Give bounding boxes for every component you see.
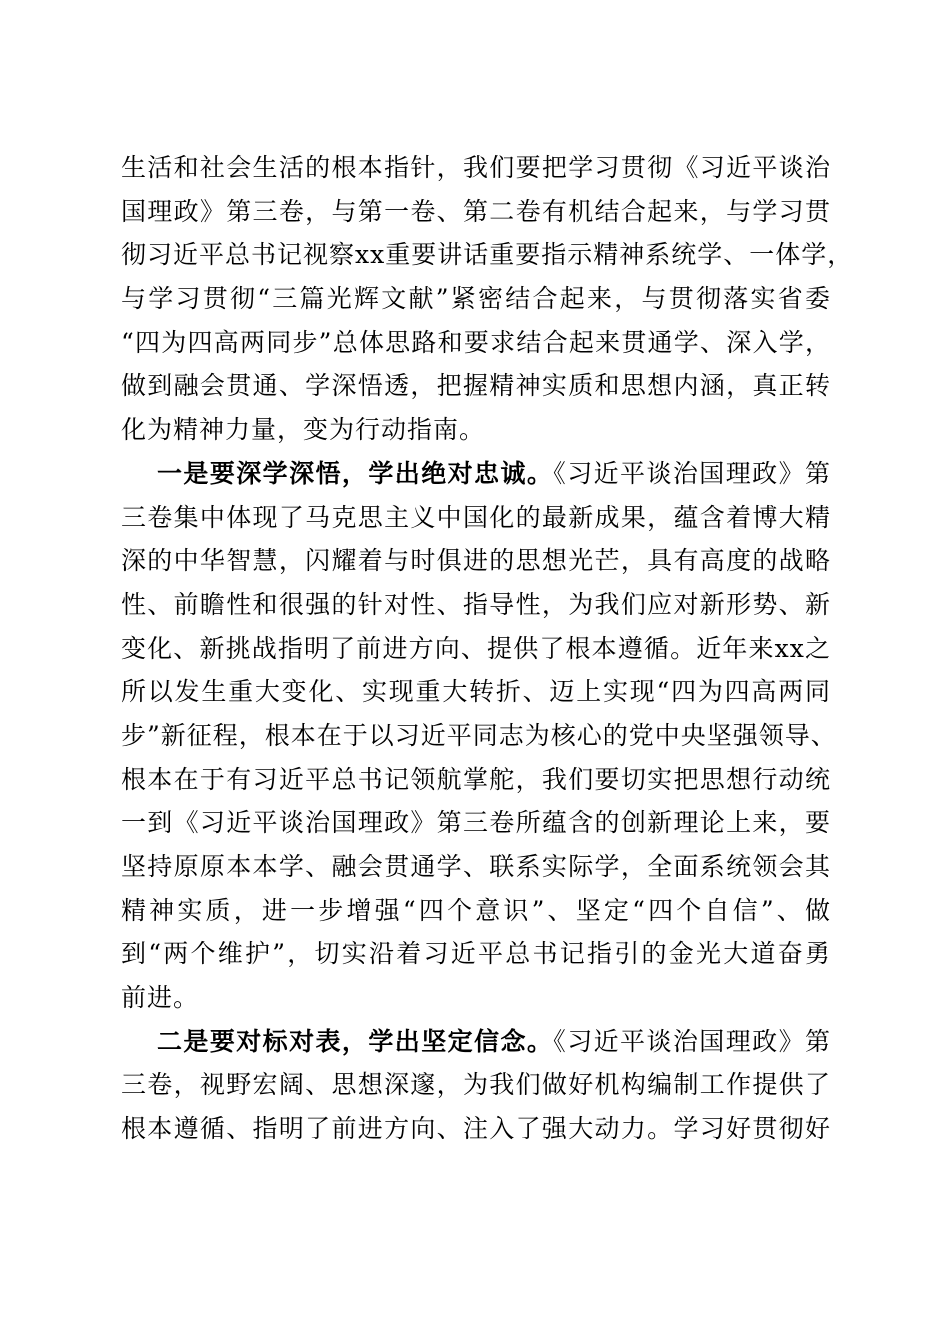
text-line: 所以发生重大变化、实现重大转折、迈上实现“四为四高两同 — [121, 677, 831, 707]
text-line: 国理政》第三卷，与第一卷、第二卷有机结合起来，与学习贯 — [121, 196, 831, 226]
text-line: 变化、新挑战指明了前进方向、提供了根本遵循。近年来xx之 — [121, 633, 831, 663]
document-body — [121, 146, 854, 1151]
text-line: 前进。 — [121, 983, 200, 1013]
text-line: “四为四高两同步”总体思路和要求结合起来贯通学、深入学， — [121, 327, 831, 357]
text-line: 根本在于有习近平总书记领航掌舵，我们要切实把思想行动统 — [121, 764, 831, 794]
text-line: 化为精神力量，变为行动指南。 — [121, 415, 486, 445]
text-line: 生活和社会生活的根本指针，我们要把学习贯彻《习近平谈治 — [121, 153, 831, 182]
paragraph-one — [121, 452, 837, 1020]
paragraph-two — [121, 1020, 831, 1151]
text-line: 到“两个维护”，切实沿着习近平总书记指引的金光大道奋勇 — [121, 939, 831, 969]
text-line: 彻习近平总书记视察xx重要讲话重要指示精神系统学、一体学， — [121, 240, 854, 270]
text-line: 一到《习近平谈治国理政》第三卷所蕴含的创新理论上来，要 — [121, 808, 831, 838]
text-line: 做到融会贯通、学深悟透，把握精神实质和思想内涵，真正转 — [121, 371, 831, 401]
text-line: 深的中华智慧，闪耀着与时俱进的思想光芒，具有高度的战略 — [121, 546, 831, 576]
text-line: 三卷，视野宏阔、思想深邃，为我们做好机构编制工作提供了 — [121, 1070, 831, 1100]
text-line: 步”新征程，根本在于以习近平同志为核心的党中央坚强领导、 — [121, 720, 837, 750]
text-line: 根本遵循、指明了前进方向、注入了强大动力。学习好贯彻好 — [121, 1114, 831, 1144]
text-line: 与学习贯彻“三篇光辉文献”紧密结合起来，与贯彻落实省委 — [121, 284, 831, 314]
text-line: 精神实质，进一步增强“四个意识”、坚定“四个自信”、做 — [121, 895, 831, 925]
paragraph-first-line — [121, 1020, 831, 1064]
text-line: 性、前瞻性和很强的针对性、指导性，为我们应对新形势、新 — [121, 589, 831, 619]
text-run: 《习近平谈治国理政》第 — [553, 458, 831, 488]
paragraph-intro — [121, 146, 854, 452]
text-run: 《习近平谈治国理政》第 — [553, 1026, 831, 1056]
text-line: 三卷集中体现了马克思主义中国化的最新成果，蕴含着博大精 — [121, 502, 831, 532]
paragraph-first-line — [121, 452, 831, 496]
paragraph-heading: 一是要深学深悟，学出绝对忠诚。 — [157, 458, 554, 488]
paragraph-heading: 二是要对标对表，学出坚定信念。 — [157, 1026, 554, 1056]
text-line: 坚持原原本本学、融会贯通学、联系实际学，全面系统领会其 — [121, 852, 831, 881]
